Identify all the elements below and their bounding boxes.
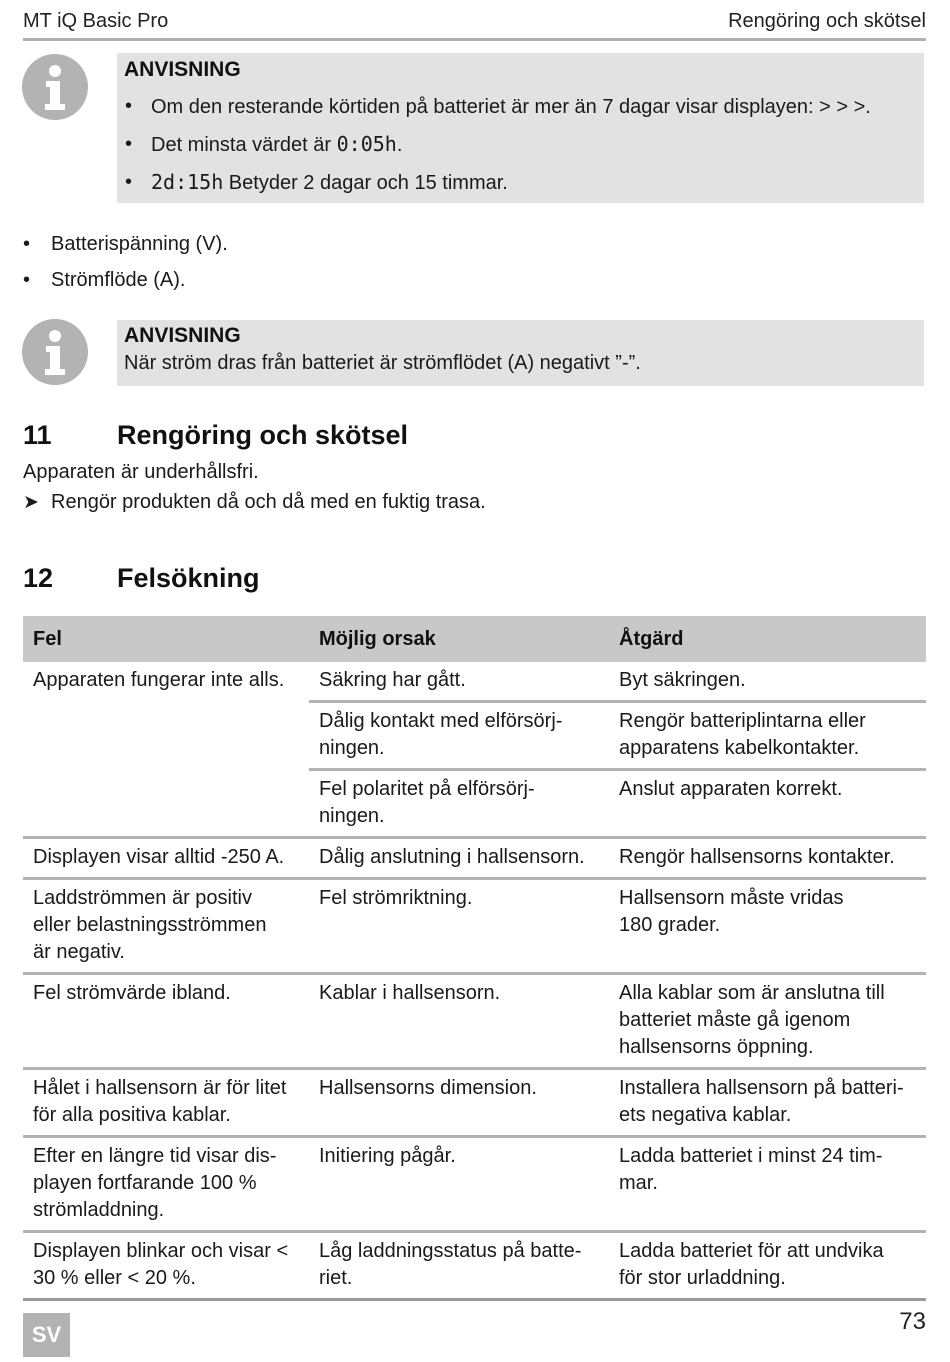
info-icon <box>22 319 88 385</box>
fault-cell: Laddströmmen är positiv eller belastningsströmmen är negativ. <box>23 879 309 974</box>
notice-item: • Det minsta värdet är 0:05h. <box>117 126 924 164</box>
cause-cell: Dålig kontakt med elförsörj- ningen. <box>309 702 609 770</box>
column-header: Åtgärd <box>609 616 926 662</box>
notice-title: ANVISNING <box>124 324 241 347</box>
section-text: Apparaten är underhållsfri. <box>23 461 259 483</box>
section-heading-12: 12 Felsökning <box>23 563 260 593</box>
cause-cell: Hallsensorns dimension. <box>309 1069 609 1137</box>
cause-cell: Initiering pågår. <box>309 1137 609 1232</box>
fault-cell: Efter en längre tid visar dis- playen fortfarande 100 % strömladdning. <box>23 1137 309 1232</box>
cause-cell: Kablar i hallsensorn. <box>309 974 609 1069</box>
header-section: Rengöring och skötsel <box>728 10 926 32</box>
table-row <box>23 838 926 879</box>
list-item: • Batterispänning (V). <box>23 226 228 262</box>
column-header: Fel <box>23 616 309 662</box>
cause-cell: Säkring har gått. <box>309 662 609 702</box>
notice-item: • Om den resterande körtiden på batteriet är mer än 7 dagar visar displayen: > > >. <box>117 88 924 126</box>
column-header: Möjlig orsak <box>309 616 609 662</box>
fault-cell: Displayen blinkar och visar < 30 % eller < 20 %. <box>23 1232 309 1300</box>
cause-cell: Fel polaritet på elförsörj- ningen. <box>309 770 609 838</box>
cause-cell: Låg laddningsstatus på batte- riet. <box>309 1232 609 1300</box>
remedy-cell: Rengör hallsensorns kontakter. <box>609 838 926 879</box>
remedy-cell: Installera hallsensorn på batteri- ets negativa kablar. <box>609 1069 926 1137</box>
table-row <box>23 974 926 1069</box>
fault-cell: Displayen visar alltid -250 A. <box>23 838 309 879</box>
arrow-right-icon: ➤ <box>23 492 39 513</box>
remedy-cell: Ladda batteriet för att undvika för stor urladdning. <box>609 1232 926 1300</box>
table-row <box>23 879 926 974</box>
list-item: • Strömflöde (A). <box>23 262 228 298</box>
remedy-cell: Byt säkringen. <box>609 662 926 702</box>
cause-cell: Dålig anslutning i hallsensorn. <box>309 838 609 879</box>
page-header <box>23 8 926 41</box>
remedy-cell: Anslut apparaten korrekt. <box>609 770 926 838</box>
display-values-list <box>23 226 228 298</box>
remedy-cell: Ladda batteriet i minst 24 tim- mar. <box>609 1137 926 1232</box>
notice-box-2 <box>117 320 924 386</box>
table-header-row <box>23 616 926 662</box>
fault-cell: Apparaten fungerar inte alls. <box>23 662 309 838</box>
table-row <box>23 1137 926 1232</box>
fault-cell: Hålet i hallsensorn är för litet för alla positiva kablar. <box>23 1069 309 1137</box>
notice-text: När ström dras från batteriet är strömflödet (A) negativt ”-”. <box>124 352 641 374</box>
page-number: 73 <box>899 1308 926 1335</box>
table-row <box>23 662 926 702</box>
remedy-cell: Hallsensorn måste vridas 180 grader. <box>609 879 926 974</box>
instruction-step: ➤ Rengör produkten då och då med en fuktig trasa. <box>23 491 486 513</box>
header-product: MT iQ Basic Pro <box>23 10 169 32</box>
remedy-cell: Rengör batteriplintarna eller apparatens kabelkontakter. <box>609 702 926 770</box>
table-row <box>23 1232 926 1300</box>
remedy-cell: Alla kablar som är anslutna till batteriet måste gå igenom hallsensorns öppning. <box>609 974 926 1069</box>
cause-cell: Fel strömriktning. <box>309 879 609 974</box>
info-icon <box>22 54 88 120</box>
section-heading-11: 11 Rengöring och skötsel <box>23 420 409 450</box>
notice-box-1 <box>117 53 924 203</box>
fault-cell: Fel strömvärde ibland. <box>23 974 309 1069</box>
troubleshooting-table <box>23 616 926 1301</box>
table-row <box>23 1069 926 1137</box>
notice-list <box>117 88 924 202</box>
notice-item: • 2d:15h Betyder 2 dagar och 15 timmar. <box>117 164 924 202</box>
notice-title: ANVISNING <box>124 58 241 81</box>
language-badge: SV <box>23 1313 70 1357</box>
